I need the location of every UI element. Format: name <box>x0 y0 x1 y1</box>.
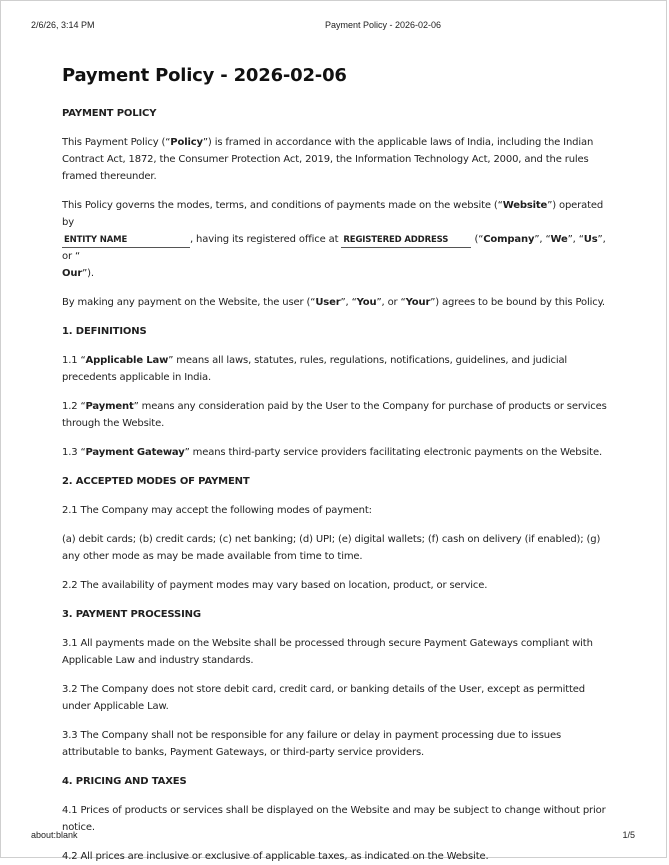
payment-modes-list: (a) debit cards; (b) credit cards; (c) net banking; (d) UPI; (e) digital wallets; (f) cash on delivery (if enabled); (g) any other mode as may be made available from time to time. <box>62 534 601 562</box>
clause-1-1: 1.1 “Applicable Law” means all laws, statutes, rules, regulations, notifications, guidelines, and judicial precedents applicable in India. <box>62 355 568 383</box>
clause-2-1: 2.1 The Company may accept the following modes of payment: <box>62 505 372 516</box>
intro-paragraph-3: By making any payment on the Website, the user (“User”, “You”, or “Your”) agrees to be bound by this Policy. <box>62 297 605 308</box>
clause-3-1: 3.1 All payments made on the Website shall be processed through secure Payment Gateways compliant with Applicable Law and industry standards. <box>62 638 593 666</box>
clause-3-2: 3.2 The Company does not store debit card, credit card, or banking details of the User, except as permitted under Applicable Law. <box>62 684 585 712</box>
clause-1-3: 1.3 “Payment Gateway” means third-party service providers facilitating electronic payments on the Website. <box>62 447 602 458</box>
clause-3-3: 3.3 The Company shall not be responsible for any failure or delay in payment processing due to issues attributable to banks, Payment Gateways, or third-party service providers. <box>62 730 562 758</box>
entity-name-field: ENTITY NAME <box>62 234 190 248</box>
print-header-title: Payment Policy - 2026-02-06 <box>325 20 442 30</box>
intro-paragraph-1: This Payment Policy (“Policy”) is framed in accordance with the applicable laws of India, including the Indian Contract Act, 1872, the Consumer Protection Act, 2019, the Information Technology Act, 2000, and the rules framed thereunder. <box>62 137 594 182</box>
section-3-heading: 3. PAYMENT PROCESSING <box>62 609 201 620</box>
clause-4-1: 4.1 Prices of products or services shall be displayed on the Website and may be subject to change without prior notice. <box>62 805 606 833</box>
print-footer-page-number: 1/5 <box>622 830 635 840</box>
document-body <box>62 65 614 865</box>
document-heading: PAYMENT POLICY <box>62 108 157 119</box>
print-header-datetime: 2/6/26, 3:14 PM <box>31 20 95 30</box>
intro-paragraph-2: This Policy governs the modes, terms, and conditions of payments made on the website (“Website”) operated by ENTITY NAME , having its registered office at REGISTERED ADDRESS (“Company”, “We”, “Us”, or “ Our”). <box>62 200 606 279</box>
document-title: Payment Policy - 2026-02-06 <box>62 65 347 86</box>
section-2-heading: 2. ACCEPTED MODES OF PAYMENT <box>62 476 250 487</box>
section-4-heading: 4. PRICING AND TAXES <box>62 776 187 787</box>
clause-2-2: 2.2 The availability of payment modes may vary based on location, product, or service. <box>62 580 488 591</box>
clause-4-2: 4.2 All prices are inclusive or exclusive of applicable taxes, as indicated on the Website. <box>62 851 489 862</box>
registered-address-field: REGISTERED ADDRESS <box>341 234 471 248</box>
print-footer-url: about:blank <box>31 830 78 840</box>
clause-1-2: 1.2 “Payment” means any consideration paid by the User to the Company for purchase of products or services through the Website. <box>62 401 607 429</box>
section-1-heading: 1. DEFINITIONS <box>62 326 147 337</box>
